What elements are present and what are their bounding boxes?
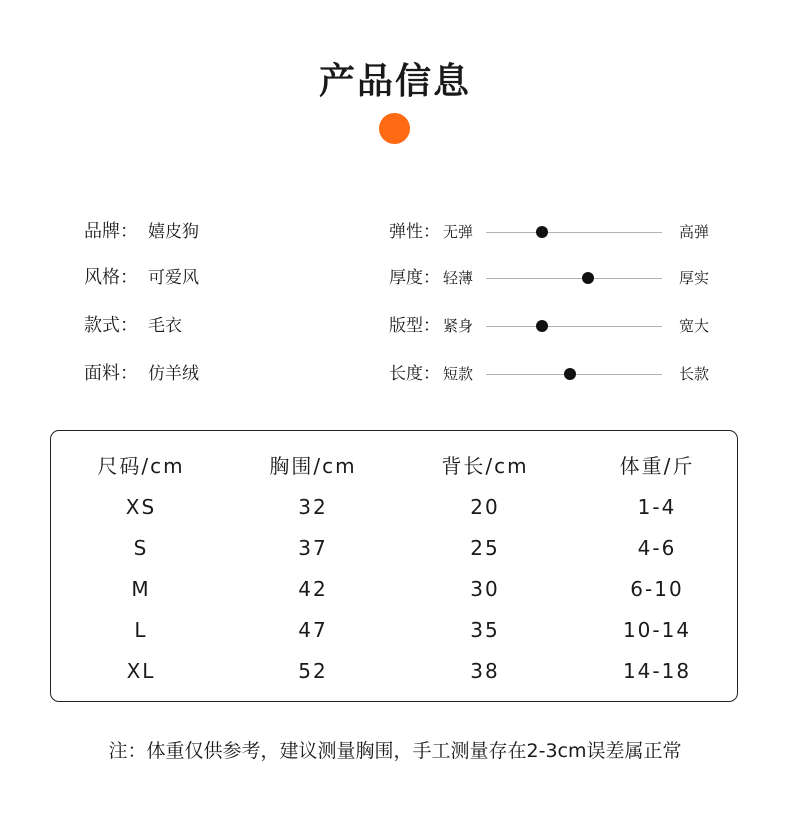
table-cell: 1-4 — [637, 495, 677, 519]
rating-high-label: 长款 — [679, 365, 710, 383]
table-cell: 42 — [298, 577, 328, 601]
table-cell: XS — [125, 495, 157, 519]
info-value: 仿羊绒 — [148, 364, 199, 384]
rating-scale-track — [486, 232, 662, 233]
rating-scale-marker — [564, 368, 576, 380]
rating-label: 弹性： — [389, 222, 440, 242]
rating-label: 版型： — [389, 316, 440, 336]
table-cell: 4-6 — [637, 536, 677, 560]
info-value: 毛衣 — [148, 316, 182, 336]
rating-scale-marker — [536, 226, 548, 238]
accent-dot — [379, 113, 410, 144]
table-cell: L — [134, 618, 148, 642]
table-cell: 35 — [470, 618, 500, 642]
info-row — [0, 217, 790, 247]
rating-low-label: 轻薄 — [443, 269, 474, 287]
rating-low-label: 无弹 — [443, 223, 474, 241]
table-cell: 38 — [470, 659, 500, 683]
info-label: 面料： — [84, 363, 138, 384]
table-header-cell: 背长/cm — [441, 454, 529, 478]
rating-low-label: 紧身 — [443, 317, 474, 335]
rating-scale-marker — [536, 320, 548, 332]
info-label: 风格： — [84, 267, 138, 288]
table-cell: 52 — [298, 659, 328, 683]
rating-scale-track — [486, 374, 662, 375]
rating-label: 长度： — [389, 364, 440, 384]
table-cell: 10-14 — [622, 618, 692, 642]
info-row — [0, 359, 790, 389]
rating-high-label: 厚实 — [679, 269, 710, 287]
table-cell: 20 — [470, 495, 500, 519]
info-label: 款式： — [84, 315, 138, 336]
rating-scale-track — [486, 326, 662, 327]
rating-scale-track — [486, 278, 662, 279]
info-label: 品牌： — [84, 221, 138, 242]
table-cell: M — [131, 577, 151, 601]
table-cell: 47 — [298, 618, 328, 642]
rating-high-label: 高弹 — [679, 223, 710, 241]
rating-label: 厚度： — [389, 268, 440, 288]
size-table — [50, 430, 738, 702]
rating-low-label: 短款 — [443, 365, 474, 383]
table-cell: S — [133, 536, 149, 560]
table-cell: XL — [126, 659, 156, 683]
info-value: 可爱风 — [148, 268, 199, 288]
table-header-cell: 胸围/cm — [269, 454, 357, 478]
table-header-cell: 体重/斤 — [619, 454, 695, 478]
table-cell: 37 — [298, 536, 328, 560]
info-row — [0, 263, 790, 293]
table-cell: 30 — [470, 577, 500, 601]
table-header-cell: 尺码/cm — [97, 454, 185, 478]
measurement-note: 注：体重仅供参考，建议测量胸围，手工测量存在2-3cm误差属正常 — [108, 740, 682, 762]
table-cell: 25 — [470, 536, 500, 560]
page-title: 产品信息 — [318, 61, 471, 102]
table-cell: 32 — [298, 495, 328, 519]
rating-scale-marker — [582, 272, 594, 284]
rating-high-label: 宽大 — [679, 317, 710, 335]
info-row — [0, 311, 790, 341]
table-cell: 14-18 — [622, 659, 692, 683]
table-cell: 6-10 — [630, 577, 684, 601]
info-value: 嬉皮狗 — [148, 222, 199, 242]
